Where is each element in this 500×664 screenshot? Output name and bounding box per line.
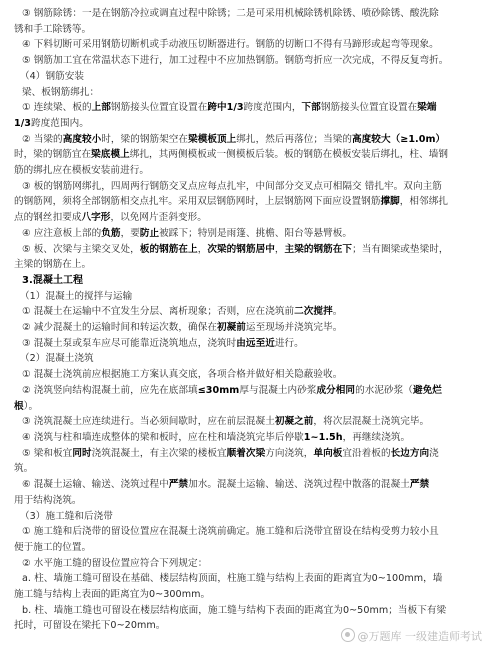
text-segment: ⑥ 混凝土运输、输送、浇筑过程中 (22, 479, 169, 491)
text-segment: 钢筋接头位置宜设置在 (320, 102, 418, 114)
text-segment: 托时，可留设在梁托下0~20mm。 (14, 620, 166, 632)
text-segment: 用于结构浇筑。 (14, 494, 82, 506)
bold-text-segment: 避免烂 (412, 384, 442, 396)
text-segment: ④ 浇筑与柱和墙连成整体的梁和板时，应在柱和墙浇筑完毕后停歇 (22, 431, 304, 443)
text-segment: ⑤ 板、次梁与主梁交叉处， (22, 243, 140, 255)
text-segment: ，将次层混凝土浇筑完毕。 (313, 416, 430, 428)
text-segment: ， (197, 243, 208, 255)
text-segment: 浇筑混凝土，有主次梁的楼板宜 (91, 447, 227, 459)
bold-text-segment: 严禁 (168, 479, 189, 491)
text-segment: ② 水平施工缝的留设位置应符合下列规定： (22, 557, 208, 569)
bold-text-segment: 下部 (301, 102, 321, 114)
text-segment: ③ 浇筑混凝土应连续进行。当必须间歇时，应在前层混凝土 (22, 416, 275, 428)
text-line (12, 210, 490, 226)
text-line (12, 399, 490, 415)
bold-text-segment: 负筋 (101, 227, 121, 239)
text-segment: 绑扎，然后再落位；当梁的 (236, 133, 353, 145)
text-line (12, 53, 490, 69)
text-line (12, 22, 490, 38)
bold-text-segment: 初凝前 (216, 322, 246, 334)
text-segment: 运至现场并浇筑完毕。 (245, 322, 343, 334)
text-segment: 跨度范围内， (243, 102, 302, 114)
text-line (12, 6, 490, 22)
bold-text-segment: 单向板 (313, 447, 343, 459)
text-segment: 跨度范围内。 (31, 117, 89, 129)
bold-text-segment: 同时 (72, 447, 92, 459)
text-segment: ① 混凝土在运输中不宜发生分层、离析现象；否则，应在浇筑前 (22, 306, 295, 318)
text-line (12, 587, 490, 603)
bold-text-segment: 3.混凝土工程 (22, 274, 84, 286)
text-line (12, 571, 490, 587)
text-segment: 的水泥砂浆（ (355, 384, 413, 396)
text-line (12, 194, 490, 210)
text-segment: 锈和手工除锈等。 (14, 23, 92, 35)
text-segment: 筋的绑扎应在模板安装前进行。 (14, 165, 150, 177)
text-line (12, 524, 490, 540)
watermark (341, 628, 483, 644)
bold-text-segment: 1~1.5h (303, 431, 343, 443)
text-segment: ② 当梁的 (22, 133, 63, 145)
text-segment: 点的钢丝扣要成 (14, 212, 82, 224)
text-line (12, 477, 490, 493)
text-segment: 钢筋接头位置宜设置在 (110, 102, 208, 114)
text-line (12, 336, 490, 352)
text-line (12, 147, 490, 163)
text-line (12, 430, 490, 446)
text-segment: ③ 板的钢筋网绑扎，四周两行钢筋交叉点应每点扎牢，中间部分交叉点可相隔交 错扎牢。双向主筋 (22, 180, 442, 192)
text-segment: a. 柱、墙施工缝可留设在基础、楼层结构顶面，柱施工缝与结构上表面的距离宜为0~100mm，墙 (22, 573, 443, 585)
bold-text-segment: 顺着次梁 (226, 447, 266, 459)
text-segment: ④ 应注意板上部的 (22, 227, 102, 239)
text-segment: 梁、板钢筋绑扎： (22, 86, 100, 98)
text-segment: ⑤ 梁和板宜 (22, 447, 73, 459)
text-segment: 便于施工的位置。 (14, 541, 92, 553)
text-segment: 筑。 (14, 463, 34, 475)
text-segment: ）。 (23, 400, 39, 412)
bold-text-segment: 根 (14, 400, 24, 412)
text-line (12, 37, 490, 53)
text-segment: （3）施工缝和后浇带 (20, 510, 113, 522)
text-segment: ③ 钢筋除锈：一是在钢筋冷拉或调直过程中除锈；二是可采用机械除锈机除锈、喷砂除锈、酸洗除 (22, 8, 439, 19)
text-line (12, 242, 490, 258)
text-line (12, 320, 490, 336)
text-segment: b. 柱、墙施工缝也可留设在楼层结构底面，施工缝与结构下表面的距离宜为0~50mm；当板下有梁 (22, 604, 447, 616)
text-line (12, 85, 490, 101)
text-segment: 进行。 (274, 337, 304, 349)
text-segment: 绑扎，其两侧模板或一侧模板后装。板的钢筋在模板安装后绑扎，柱、墙钢 (129, 149, 448, 161)
text-segment: ⑤ 钢筋加工宜在常温状态下进行，加工过程中不应加热钢筋。钢筋弯折应一次完成，不得反复弯折。 (22, 55, 449, 67)
bold-text-segment: 梁底模上 (91, 149, 130, 161)
text-line (12, 116, 490, 132)
text-segment: ， (274, 243, 285, 255)
text-line (12, 226, 490, 242)
text-line (12, 414, 490, 430)
watermark-logo-icon (341, 628, 355, 642)
text-line (12, 461, 490, 477)
text-segment: （4）钢筋安装 (20, 70, 85, 82)
text-segment: 施工缝与结构上表面的距离宜为0~300mm。 (14, 589, 211, 601)
bold-text-segment: ≤30mm (197, 384, 240, 396)
text-line (12, 273, 490, 289)
text-segment: ，再继续浇筑。 (342, 431, 411, 443)
bold-text-segment: 1/3 (14, 117, 32, 129)
text-line (12, 163, 490, 179)
text-segment: 主梁的钢筋在上。 (14, 259, 92, 271)
text-line (12, 100, 490, 116)
text-segment: ① 施工缝和后浇带的留设位置应在混凝土浇筑前确定。施工缝和后浇带宜留设在结构受剪力较小且 (22, 526, 439, 538)
bold-text-segment: 梁模板顶上 (188, 133, 237, 145)
watermark-text: @万题库 一级建造师考试 (357, 630, 482, 643)
bold-text-segment: 梁端 (417, 102, 437, 114)
text-segment: 宜沿着板的 (342, 447, 391, 459)
text-line (12, 351, 490, 367)
bold-text-segment: 二次搅拌 (294, 306, 333, 318)
bold-text-segment: 跨中1/3 (207, 102, 244, 114)
bold-text-segment: 上部 (91, 102, 111, 114)
text-line (12, 179, 490, 195)
text-segment: 加水。混凝土运输、输送、浇筑过程中散落的混凝土 (188, 479, 410, 491)
text-line (12, 493, 490, 509)
text-segment: 厚与混凝土内砂浆 (239, 384, 317, 396)
text-segment: ① 连续梁、板的 (22, 102, 92, 114)
text-line (12, 540, 490, 556)
text-segment: ④ 下料切断可采用钢筋切断机或手动液压切断器进行。钢筋的切断口不得有马蹄形或起弯等现象。 (22, 39, 439, 51)
bold-text-segment: 板的钢筋在上 (139, 243, 198, 255)
bold-text-segment: 成分相同 (316, 384, 356, 396)
bold-text-segment: 撑脚 (380, 196, 400, 208)
bold-text-segment: 高度较小 (62, 133, 102, 145)
text-segment: 被踩下；特别是雨篷、挑檐、阳台等悬臂板。 (159, 227, 353, 239)
text-segment: 浇 (429, 447, 439, 459)
text-segment: 时，梁的钢筋宜在 (14, 149, 92, 161)
text-line (12, 383, 490, 399)
text-segment: ① 混凝土浇筑前应根据施工方案认真交底，各项合格并做好相关隐蔽验收。 (22, 369, 343, 381)
bold-text-segment: 初凝之前 (274, 416, 314, 428)
text-line (12, 603, 490, 619)
bold-text-segment: 次梁的钢筋居中 (207, 243, 275, 255)
text-segment: ；当有圈梁或垫梁时， (352, 243, 449, 255)
text-line (12, 132, 490, 148)
text-line (12, 367, 490, 383)
bold-text-segment: 防止 (139, 227, 160, 239)
text-segment: ② 浇筑竖向结构混凝土前，应先在底部填 (22, 384, 198, 396)
text-line (12, 69, 490, 85)
text-segment: ③ 混凝土泵或泵车应尽可能靠近浇筑地点，浇筑时 (22, 337, 237, 349)
text-line (12, 509, 490, 525)
text-segment: （1）混凝土的搅拌与运输 (20, 290, 133, 302)
text-segment: 时，梁的钢筋架空在 (101, 133, 189, 145)
bold-text-segment: 严禁 (409, 479, 430, 491)
text-segment: ，以免网片歪斜变形。 (110, 212, 207, 224)
text-line (12, 304, 490, 320)
text-line (12, 257, 490, 273)
bold-text-segment: 由远至近 (236, 337, 275, 349)
text-segment: ，要 (120, 227, 140, 239)
text-segment: 的钢筋网，须将全部钢筋相交点扎牢。采用双层钢筋网时，上层钢筋网下面应设置钢筋 (14, 196, 381, 208)
document-body (12, 6, 490, 634)
bold-text-segment: 主梁的钢筋在下 (284, 243, 353, 255)
text-line (12, 446, 490, 462)
bold-text-segment: 八字形 (81, 212, 111, 224)
bold-text-segment: 长边方向 (390, 447, 430, 459)
text-line (12, 289, 490, 305)
text-segment: 方向浇筑， (265, 447, 314, 459)
text-segment: 。 (332, 306, 343, 318)
text-segment: ，相邻绑扎 (399, 196, 448, 208)
bold-text-segment: 高度较大（≥1.0m） (352, 133, 446, 145)
text-segment: ② 减少混凝土的运输时间和转运次数，确保在 (22, 322, 217, 334)
text-line (12, 556, 490, 572)
text-segment: （2）混凝土浇筑 (20, 353, 94, 365)
